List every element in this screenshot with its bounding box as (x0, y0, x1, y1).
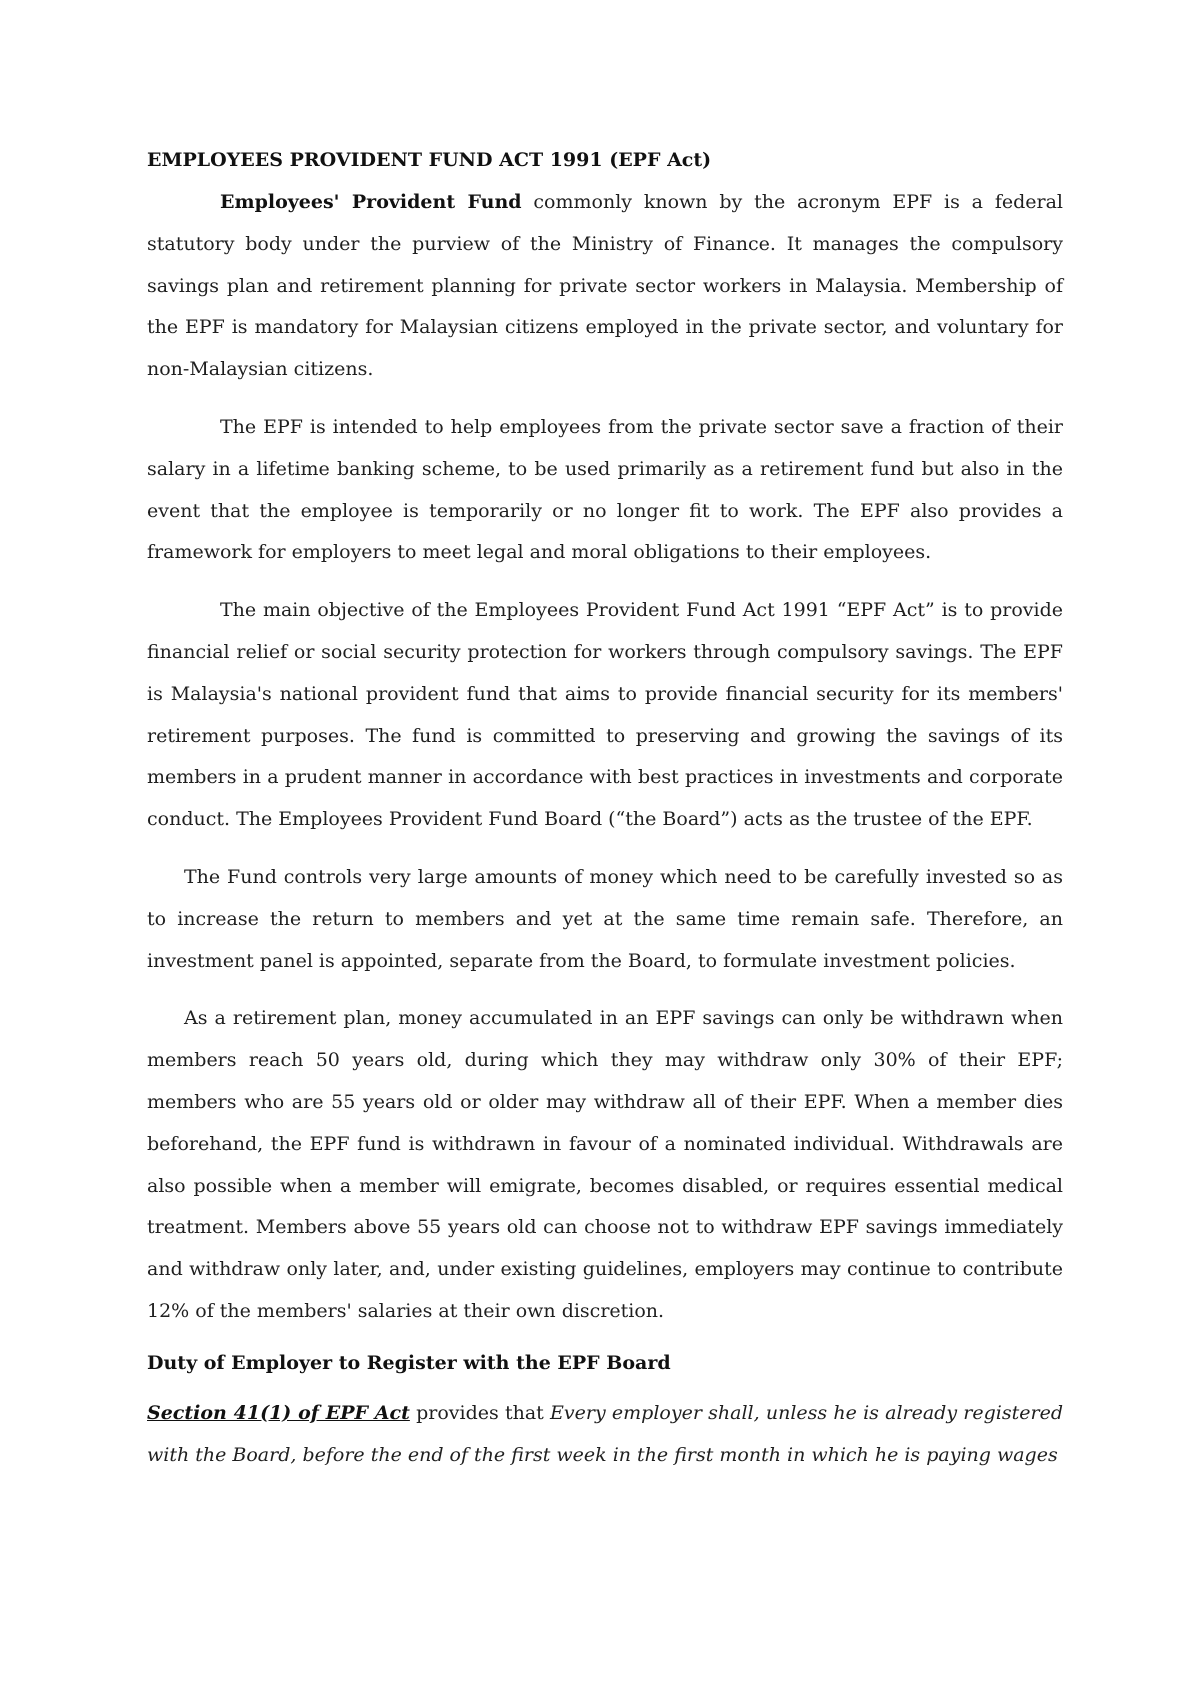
section-reference: Section 41(1) of EPF Act (147, 1401, 410, 1424)
epf-term-bold: Employees' Provident Fund (220, 191, 522, 213)
paragraph-section-41 (147, 1393, 1063, 1477)
document-page (147, 146, 1063, 1492)
paragraph-investment: The Fund controls very large amounts of money which need to be carefully invested so as to increase the return to members and yet at the same time remain safe. Therefore, an investment panel is appointed, separate from the Board, to formulate investment policies. (147, 865, 1063, 972)
paragraph-epf-purpose: The EPF is intended to help employees from the private sector save a fraction of their salary in a lifetime banking scheme, to be used primarily as a retirement fund but also in the event that the employee is temporarily or no longer fit to work. The EPF also provides a framework for employers to meet legal and moral obligations to their employees. (147, 415, 1063, 564)
paragraph-epf-definition (147, 182, 1063, 391)
paragraph-epf-definition-text: commonly known by the acronym EPF is a federal statutory body under the purview of the Ministry of Finance. It manages the compulsory savings plan and retirement planning for private sector workers in Malaysia. Membership of the EPF is mandatory for Malaysian citizens employed in the private sector, and voluntary for non-Malaysian citizens. (147, 191, 1064, 381)
section-heading: Duty of Employer to Register with the EPF Board (147, 1351, 671, 1374)
section-41-quote: Every employer shall, unless he is already registered with the Board, before the end of the first week in the first month in which he is paying wages (147, 1401, 1063, 1466)
section-41-provides: provides that (409, 1401, 551, 1424)
paragraph-epf-objective: The main objective of the Employees Provident Fund Act 1991 “EPF Act” is to provide financial relief or social security protection for workers through compulsory savings. The EPF is Malaysia's national provident fund that aims to provide financial security for its members' retirement purposes. The fund is committed to preserving and growing the savings of its members in a prudent manner in accordance with best practices in investments and corporate conduct. The Employees Provident Fund Board (“the Board”) acts as the trustee of the EPF. (147, 599, 1063, 831)
document-title: EMPLOYEES PROVIDENT FUND ACT 1991 (EPF Act) (147, 149, 712, 171)
paragraph-withdrawal: As a retirement plan, money accumulated in an EPF savings can only be withdrawn when members reach 50 years old, during which they may withdraw only 30% of their EPF; members who are 55 years old or older may withdraw all of their EPF. When a member dies beforehand, the EPF fund is withdrawn in favour of a nominated individual. Withdrawals are also possible when a member will emigrate, becomes disabled, or requires essential medical treatment. Members above 55 years old can choose not to withdraw EPF savings immediately and withdraw only later, and, under existing guidelines, employers may continue to contribute 12% of the members' salaries at their own discretion. (147, 1007, 1063, 1322)
